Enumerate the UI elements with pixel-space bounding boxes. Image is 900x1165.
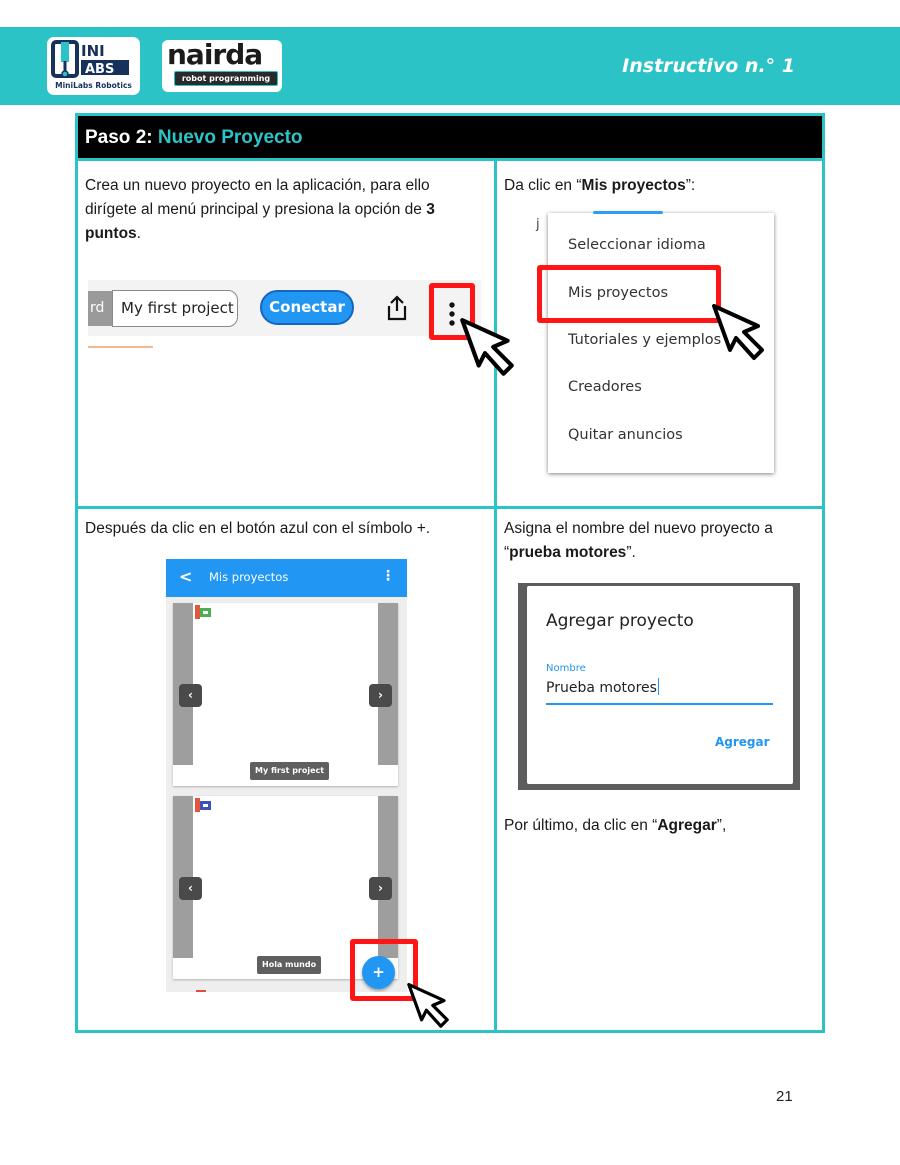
page-header — [0, 27, 900, 105]
pointer-cursor-icon — [404, 981, 452, 1033]
step-heading — [78, 116, 822, 161]
name-field-label: Nombre — [546, 663, 586, 674]
step-title: Nuevo Proyecto — [157, 127, 303, 148]
row-divider — [78, 506, 822, 509]
project-name-tab: My first project — [112, 290, 238, 327]
step-prefix: Paso 2: — [85, 127, 158, 148]
column-divider — [494, 161, 497, 1033]
project-thumbnail-icon — [195, 605, 211, 619]
card-next-icon: › — [369, 684, 392, 707]
menu-item-creators: Creadores — [568, 379, 642, 395]
menu-partial-text: j — [536, 217, 540, 232]
text-caret — [658, 678, 660, 695]
add-project-fab: + — [362, 956, 395, 989]
app-bar-title: Mis proyectos — [209, 570, 289, 584]
dialog-screenshot — [518, 583, 800, 790]
instruction-1: Crea un nuevo proyecto en la aplicación, para ello dirígete al menú principal y presiona la opción de 3 puntos. — [85, 177, 435, 242]
back-icon: < — [179, 567, 193, 586]
step-table — [75, 113, 825, 1033]
pointer-cursor-icon — [456, 316, 518, 382]
instruction-4: Asigna el nombre del nuevo proyecto a “prueba motores”. — [504, 520, 773, 561]
more-vertical-icon: ⋮ — [381, 568, 395, 584]
share-icon — [386, 295, 408, 321]
menu-item-my-projects: Mis proyectos — [568, 285, 669, 301]
minilabs-caption: MiniLabs Robotics — [55, 81, 132, 90]
toolbar-screenshot — [88, 280, 481, 336]
dialog-title: Agregar proyecto — [546, 611, 694, 631]
project-thumbnail-icon — [195, 798, 211, 812]
menu-item-tutorials: Tutoriales y ejemplos — [568, 332, 722, 348]
connect-button: Conectar — [260, 290, 354, 325]
nairda-logo-word: nairda — [167, 38, 263, 71]
nairda-logo-subtitle: robot programming — [174, 71, 278, 86]
add-project-dialog — [527, 586, 793, 784]
previous-tab: rd — [88, 291, 112, 326]
menu-item-remove-ads: Quitar anuncios — [568, 427, 683, 443]
app-bar — [166, 559, 407, 597]
minilabs-logo — [47, 37, 140, 95]
card-prev-icon: ‹ — [179, 877, 202, 900]
add-button: Agregar — [715, 735, 770, 749]
projects-screenshot — [166, 559, 407, 992]
menu-item-language: Seleccionar idioma — [568, 237, 706, 253]
project-label: My first project — [250, 762, 329, 780]
name-field-value: Prueba motores — [546, 680, 657, 696]
highlight-box-my-projects — [537, 265, 721, 323]
instruction-2: Da clic en “Mis proyectos”: — [504, 177, 696, 194]
pointer-cursor-icon — [708, 302, 768, 366]
nairda-logo — [162, 40, 282, 92]
document-label: Instructivo n.° 1 — [622, 55, 795, 77]
minilabs-logo-mark — [51, 39, 136, 81]
project-card — [173, 603, 398, 786]
menu-top-indicator — [593, 211, 663, 214]
card-edge-mark — [196, 990, 206, 992]
tab-underline — [88, 346, 153, 348]
page-number: 21 — [776, 1088, 793, 1105]
card-next-icon: › — [369, 877, 392, 900]
name-field — [546, 678, 659, 696]
svg-text:ABS: ABS — [85, 62, 115, 77]
name-field-underline — [546, 703, 773, 705]
svg-text:INI: INI — [81, 42, 105, 60]
instruction-5: Por último, da clic en “Agregar”, — [504, 817, 727, 834]
project-label: Hola mundo — [257, 956, 321, 974]
instruction-3: Después da clic en el botón azul con el símbolo +. — [85, 520, 431, 537]
card-prev-icon: ‹ — [179, 684, 202, 707]
